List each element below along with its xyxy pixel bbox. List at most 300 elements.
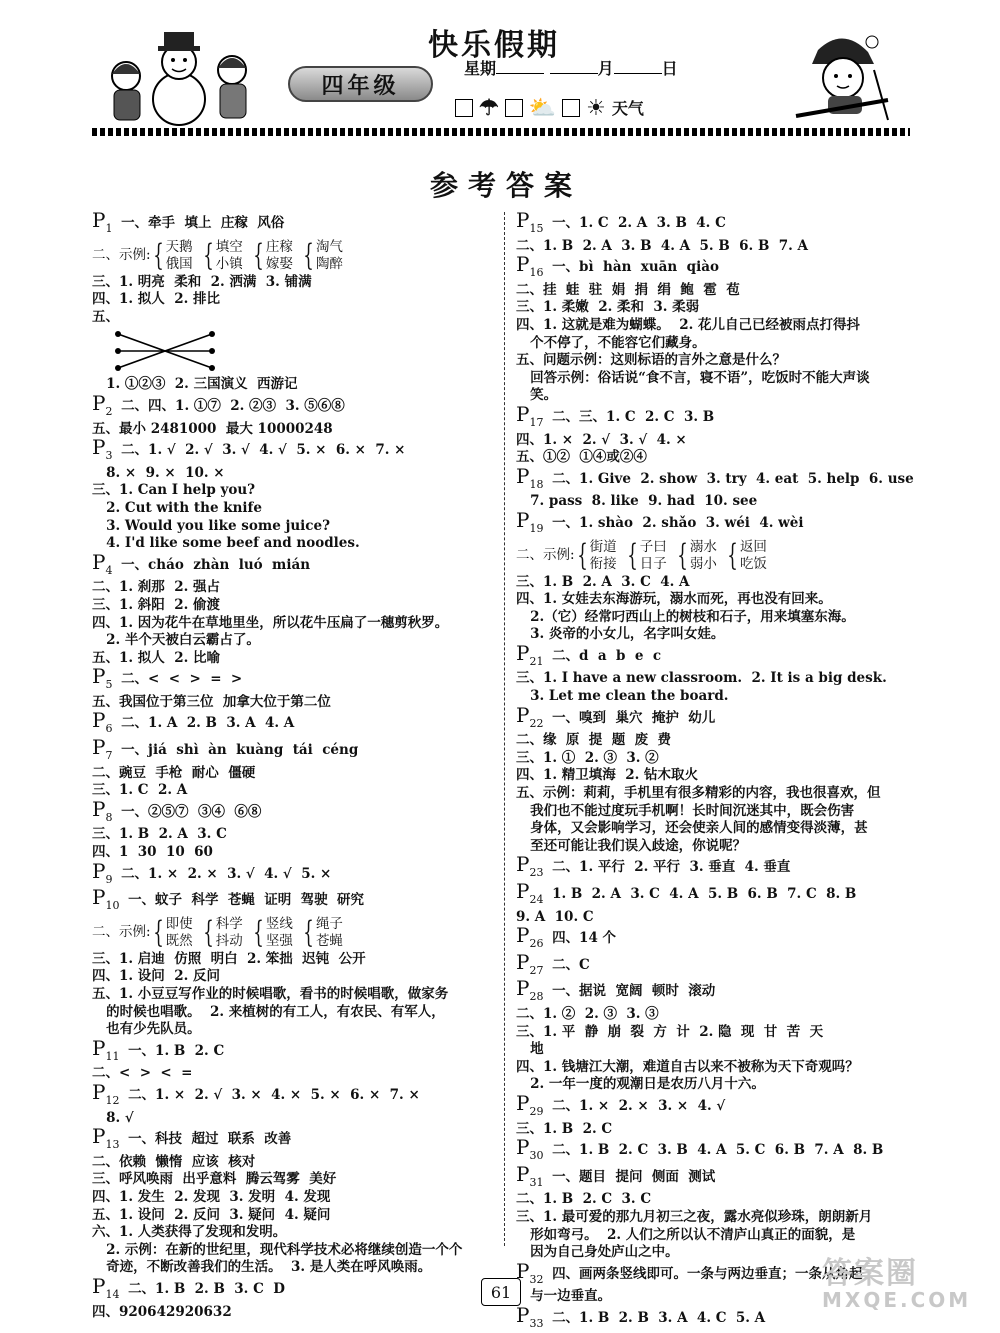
answer-line [516,640,916,671]
answer-text: 五、 [92,308,119,325]
page-ref-number: 18 [529,477,544,491]
brace-icon: { [303,237,314,273]
page-ref-letter: P [92,549,106,574]
answer-text: 三、1. B 2. A 3. C [92,826,227,843]
page-ref [92,796,113,824]
answer-text: 二、三、1. C 2. C 3. B [552,408,715,425]
answer-text: 五、最小 2481000 最大 10000248 [92,420,333,437]
answer-section [92,1079,497,1127]
answer-text: 2. 半个天被白云霸占了。 [92,632,260,649]
page-ref-number: 31 [529,1175,544,1189]
weather-row [455,96,644,119]
answer-line [516,1209,916,1227]
answer-text: 五、我国位于第三位 加拿大位于第二位 [92,693,331,710]
answer-section [516,463,916,511]
answer-text: 二、< < > = > [121,671,243,688]
page-header [0,0,1000,140]
page-ref-letter: P [92,1273,106,1298]
answer-line [92,1110,497,1128]
answer-line [516,591,916,609]
answer-line [516,574,916,592]
answer-line [92,291,497,309]
answer-section [92,549,497,668]
example-pairs-row [92,239,497,273]
page-ref [516,702,544,730]
page-ref [516,252,544,280]
answer-line [516,1024,916,1042]
answer-section [92,796,497,862]
watermark [822,1248,992,1310]
answer-line [516,282,916,300]
answer-text: 一、jiá shì àn kuàng tái céng [121,742,359,759]
page-ref-letter: P [92,208,106,232]
answer-line [92,1242,497,1260]
pair-word: 子曰 [639,538,667,555]
answer-text: 一、1. C 2. A 3. B 4. C [552,215,726,231]
pair-word: 坚强 [265,932,293,949]
answer-line [516,1227,916,1245]
answer-line [92,1004,497,1022]
answer-line [92,858,497,889]
example-pairs-row [516,539,916,573]
answer-text: 五、1. 拟人 2. 比喻 [92,649,220,666]
answer-text: 的时候也唱歌。 2. 来植树的有工人，有农民、有军人， [92,1003,445,1020]
match-dot-1 [115,348,121,354]
answer-text: 二、1. × 2. × 3. √ 4. √ 5. × [121,865,332,882]
answer-line [92,708,497,738]
answer-line [92,968,497,986]
pair-word: 嫁娶 [265,255,293,272]
answer-section [92,376,497,394]
answer-line [92,535,497,553]
answer-line [92,694,497,712]
answer-text: 身体，又会影响学习，还会使亲人间的感情变得淡薄，甚 [516,820,868,837]
answer-section [516,252,916,405]
answer-text: 二、1. A 2. B 3. A 4. A [121,715,295,732]
answer-section [516,640,916,706]
page-ref-number: 3 [105,449,113,463]
pair-word: 科学 [215,915,243,932]
pair-word: 返回 [739,538,767,555]
answer-line [516,1121,916,1139]
rain-cloud-icon: ☂ [479,94,499,121]
answer-text: 二、缘 原 提 题 废 费 [516,732,671,749]
page-ref-letter: P [516,1090,530,1115]
page-ref [516,1302,544,1330]
page-ref-letter: P [516,252,530,277]
answer-line [92,765,497,783]
answer-text: 一、蚊子 科学 苍蝇 证明 驾驶 研究 [128,892,365,909]
page-ref-letter: P [92,1035,106,1060]
answer-section [92,735,497,800]
answer-line [516,352,916,370]
answer-line [516,949,916,980]
answer-text: 4. I'd like some beef and noodles. [92,535,360,552]
pair-word: 小镇 [215,255,243,272]
answer-text: 一、②⑤⑦ ③④ ⑥⑧ [121,803,262,820]
answer-text: 一、科技 超过 联系 改善 [128,1131,292,1148]
answer-section [92,1273,497,1321]
answer-text: 四、1. 女娃去东海游玩，溺水而死，再也没有回来。 [516,591,832,608]
answer-text: 二、豌豆 手枪 耐心 僵硬 [92,764,256,781]
answer-text: 2.（它）经常叼西山上的树枝和石子，用来填塞东海。 [516,608,855,625]
answer-section [516,1090,916,1138]
skiing-child-illustration-icon [788,30,898,130]
answer-text: 四、14 个 [552,930,617,947]
page-ref-number: 19 [529,521,544,535]
page-ref-number: 12 [105,1093,120,1107]
page-ref [92,208,113,235]
answer-text: 与一边垂直。 [516,1288,612,1305]
answer-text: 一、牵手 填上 庄稼 风俗 [121,215,285,231]
answer-line [92,885,497,915]
page-ref-letter: P [92,708,106,733]
answer-text: 1. B 2. A 3. C 4. A 5. B 6. B 7. C 8. B [552,886,857,902]
answer-text: 四、1. 这就是难为蝴蝶。 2. 花儿自己已经被雨点打得抖 [516,316,860,333]
watermark-top: 答案圈 [822,1256,918,1291]
answer-line [516,879,916,909]
answer-line [92,735,497,765]
grade-badge: 四年级 [288,66,433,102]
answer-line [516,688,916,706]
brace-icon: { [202,237,214,273]
page-ref-letter: P [516,1161,530,1186]
answer-text: 2. Cut with the knife [92,499,262,516]
answer-text: 四、1. 钱塘江大潮，难道自古以来不被称为天下奇观吗？ [516,1058,859,1075]
answer-section [516,923,916,953]
answer-text: 三、1. 平 静 崩 裂 方 计 2. 隐 现 甘 苦 天 [516,1023,824,1040]
word-pair [266,239,293,273]
answer-text: 二、1. 平行 2. 平行 3. 垂直 4. 垂直 [552,859,791,876]
pair-word: 吃饭 [739,555,767,572]
page-ref-letter: P [516,463,530,488]
answer-line [92,518,497,536]
page-ref [516,976,544,1004]
pair-word: 俄国 [165,255,193,272]
answer-text: 8. × 9. × 10. × [92,464,225,481]
page-ref-number: 28 [529,990,544,1004]
brace-icon: { [253,237,264,273]
answer-text: 二、1. Give 2. show 3. try 4. eat 5. help 6. use [552,470,914,487]
answer-line [92,664,497,694]
answer-line [516,820,916,838]
answers-right-column [516,208,916,1333]
answer-text: 奇迹，不断改善我们的生活。 3. 是人类在呼风唤雨。 [92,1259,432,1276]
brace-icon: { [626,537,638,573]
answer-text: 一、嗅到 巢穴 掩护 幼儿 [552,709,716,726]
answer-text: 8. √ [92,1109,134,1126]
sun-icon: ☀ [586,94,606,121]
matching-lines-icon [112,328,222,374]
answer-line [92,1035,497,1066]
pair-word: 弱小 [689,555,717,572]
answer-text: 地 [516,1041,544,1058]
answer-line [92,435,497,465]
answer-text: 四、1 30 10 60 [92,844,213,861]
pair-word: 溺水 [689,538,717,555]
match-dot-2 [115,365,121,371]
answer-line [516,370,916,388]
brace-icon: { [202,914,214,950]
page-ref-letter: P [92,735,106,760]
answer-text: 四、1. 设问 2. 反问 [92,968,220,985]
answer-text: 三、1. 明亮 柔和 2. 洒满 3. 铺满 [92,273,312,290]
answer-text: 一、bì hàn xuān qiào [552,259,719,276]
month-blank [550,73,598,74]
pair-word: 衔接 [589,555,617,572]
example-prefix: 二、示例: [516,546,575,563]
answer-text: 二、四、1. ①⑦ 2. ②③ 3. ⑤⑥⑧ [121,397,345,414]
brace-icon: { [253,914,264,950]
answer-text: 二、1. 刹那 2. 强占 [92,579,220,596]
page-ref-letter: P [92,1124,106,1149]
answer-line [516,626,916,644]
page-ref-letter: P [516,976,530,1001]
answer-text: 3. 炎帝的小女儿，名字叫女娃。 [516,626,725,643]
answer-line [516,976,916,1006]
word-pair [216,239,243,273]
answer-text: 四、920642920632 [92,1303,232,1320]
page-ref-number: 9 [105,872,113,886]
answer-line [92,1224,497,1242]
page-ref [92,858,113,886]
answer-text: 三、1. B 2. C [516,1120,613,1137]
answer-text: 回答示例：俗话说“食不言，寝不语”，吃饭时不能大声谈 [516,369,870,386]
answer-line [92,1079,497,1110]
answer-text: 因为自己身处庐山之中。 [516,1244,679,1261]
page-ref [92,664,113,692]
answer-line [92,597,497,615]
answer-line [516,838,916,856]
page-ref-number: 22 [529,716,544,730]
answer-section [92,1124,497,1277]
page-ref-number: 24 [529,893,544,906]
answer-text: 也有少先队员。 [92,1021,201,1038]
page-ref [92,1079,120,1107]
answer-section [92,390,497,438]
answer-section [92,916,497,950]
date-line [464,56,678,79]
week-blank [496,73,544,74]
answer-section [516,574,916,644]
answer-text: 二、1. ② 2. ③ 3. ③ [516,1005,659,1022]
answer-text: 2. 一年一度的观潮日是农历八月十六。 [516,1076,765,1093]
answer-line [92,615,497,633]
page-ref [92,885,120,913]
answer-text: 二、C [552,956,590,973]
answer-line [92,986,497,1004]
word-pair [266,916,293,950]
page-ref-number: 26 [529,937,544,951]
answer-text: 四、1. × 2. √ 3. √ 4. × [516,431,687,448]
answer-line [92,1154,497,1172]
answer-text: 一、1. shào 2. shǎo 3. wéi 4. wèi [552,514,804,531]
answer-section [92,1035,497,1083]
answer-text: 五、1. 小豆豆写作业的时候唱歌，看书的时候唱歌，做家务 [92,986,449,1002]
answer-line [92,1273,497,1304]
answer-text: 三、1. 启迪 仿照 明白 2. 笨拙 迟钝 公开 [92,950,366,967]
page-ref-number: 14 [105,1287,120,1301]
answer-text: 二、d a b e c [552,647,662,664]
page-ref [516,507,544,535]
answer-text: 3. Would you like some juice? [92,517,331,534]
answer-line [92,1065,497,1083]
answer-text: 2. 示例：在新的世纪里，现代科学技术必将继续创造一个个 [92,1241,463,1258]
week-label: 星期 [464,59,497,78]
page-ref-letter: P [92,885,106,910]
watermark-bottom: MXQE.COM [822,1288,972,1312]
answer-text: 四、1. 精卫填海 2. 钻木取火 [516,767,698,784]
answer-text: 四、画两条竖线即可。一条与两边垂直；一条从角起 [552,1265,863,1282]
page-ref [516,208,544,235]
page-ref-letter: P [92,664,106,689]
answer-line [92,1189,497,1207]
answer-line [516,852,916,882]
answer-text: 四、1. 拟人 2. 排比 [92,291,220,308]
page-ref-number: 33 [529,1316,544,1330]
page-ref [92,390,113,418]
page-ref-letter: P [516,923,530,948]
page-ref [92,1273,120,1301]
answer-line [516,923,916,953]
page-ref-number: 5 [105,678,113,692]
answer-line [516,463,916,494]
answer-text: 二、1. B 2. B 3. A 4. C 5. A [552,1309,766,1326]
answer-text: 三、1. Can I help you? [92,482,256,499]
brace-icon: { [303,914,314,950]
answer-line [516,387,916,405]
answer-text: 二、1. × 2. √ 3. × 4. × 5. × 6. × 7. × [128,1086,420,1103]
answer-line [92,500,497,518]
answer-section [516,879,916,926]
answer-text: 9. A 10. C [516,908,594,925]
answer-section [516,702,916,856]
example-prefix: 二、示例: [92,246,151,263]
answer-line [516,317,916,335]
answer-line [516,299,916,317]
answer-line [516,702,916,733]
answer-section [516,539,916,573]
answer-line [92,796,497,827]
page-ref-number: 17 [529,415,544,429]
page-ref-letter: P [92,435,106,460]
example-prefix: 二、示例: [92,924,151,941]
answer-line [92,579,497,597]
answer-text: 三、1. ① 2. ③ 3. ② [516,749,659,766]
answer-line [516,609,916,627]
answer-text: 三、1. 斜阳 2. 偷渡 [92,596,220,613]
match-dot-5 [209,365,215,371]
answer-section [92,664,497,711]
answer-text: 四、1. 因为花牛在草地里坐，所以花牛压扁了一穗剪秋罗。 [92,614,449,631]
answer-text: 个不停了，不能容它们藏身。 [516,334,706,351]
page-ref-letter: P [516,879,530,903]
answer-section [516,949,916,980]
word-pair [740,539,767,573]
answer-section [92,239,497,273]
word-pair [316,916,343,950]
weather-checkbox-sunny [562,99,580,117]
answer-section [516,507,916,538]
answer-line [516,1090,916,1121]
pair-word: 庄稼 [265,238,293,255]
page-ref-letter: P [516,640,530,665]
answer-section [92,858,497,889]
page-ref-number: 10 [105,899,120,913]
page-heading: 参考答案 [430,169,583,202]
match-dot-0 [115,331,121,337]
answer-text: 笑。 [516,387,558,404]
answer-line [516,507,916,538]
answer-text: 三、1. I have a new classroom. 2. It is a big desk. [516,670,887,687]
answer-line [516,732,916,750]
answer-line [92,465,497,483]
pair-word: 日子 [639,555,667,572]
answer-line [516,1161,916,1192]
page-ref-letter: P [516,852,530,877]
pair-word: 淘气 [315,238,343,255]
pair-word: 填空 [215,238,243,255]
page-ref-number: 8 [105,810,113,824]
answer-text: 二、1. B 2. C 3. B 4. A 5. C 6. B 7. A 8. B [552,1142,884,1159]
page-ref [516,1161,544,1189]
page-ref [516,640,544,668]
answer-section [516,852,916,882]
answer-text: 五、示例：莉莉，手机里有很多精彩的内容，我也很喜欢，但 [516,785,881,802]
answer-section [516,401,916,467]
answer-text: 三、呼风唤雨 出乎意料 腾云驾雾 美好 [92,1171,337,1188]
page-ref-number: 15 [529,222,544,235]
page-ref-number: 13 [105,1138,120,1152]
answer-line [92,1021,497,1039]
answer-line [516,1135,916,1165]
answer-text: 二、依赖 懒惰 应该 核对 [92,1153,256,1170]
page-ref-number: 16 [529,266,544,280]
page-ref-number: 30 [529,1149,544,1163]
page-ref [92,1035,120,1063]
page-ref-letter: P [92,858,106,883]
answer-section [92,328,497,374]
answer-text: 三、1. C 2. A [92,782,188,799]
answer-text: 三、1. 柔嫩 2. 柔和 3. 柔弱 [516,299,700,316]
answer-section [516,208,916,255]
word-pair [590,539,617,573]
answer-line [92,632,497,650]
answer-line [92,549,497,580]
answer-line [92,1304,497,1322]
day-label: 日 [661,59,678,78]
answer-line [92,421,497,439]
page-ref [516,1135,544,1163]
answer-text: 二、挂 蛙 驻 娟 捐 绢 鲍 雹 苞 [516,281,740,298]
answer-line [92,951,497,969]
answer-line [516,1076,916,1094]
word-pair [690,539,717,573]
day-blank [614,73,662,74]
answer-text: 二、1. B 2. C 3. C [516,1191,652,1208]
word-pair [166,916,193,950]
answer-line [92,208,497,238]
answer-line [516,803,916,821]
snowman-children-illustration-icon [94,24,264,128]
answer-text: 一、1. B 2. C [128,1042,225,1059]
answer-text: 至还可能让我们误入歧途，你说呢？ [516,837,747,854]
answer-text: 六、1. 人类获得了发现和发明。 [92,1224,287,1241]
answer-section [92,435,497,553]
answer-text: 二、< > < = [92,1065,193,1082]
page-ref [516,879,544,906]
word-pair [216,916,243,950]
